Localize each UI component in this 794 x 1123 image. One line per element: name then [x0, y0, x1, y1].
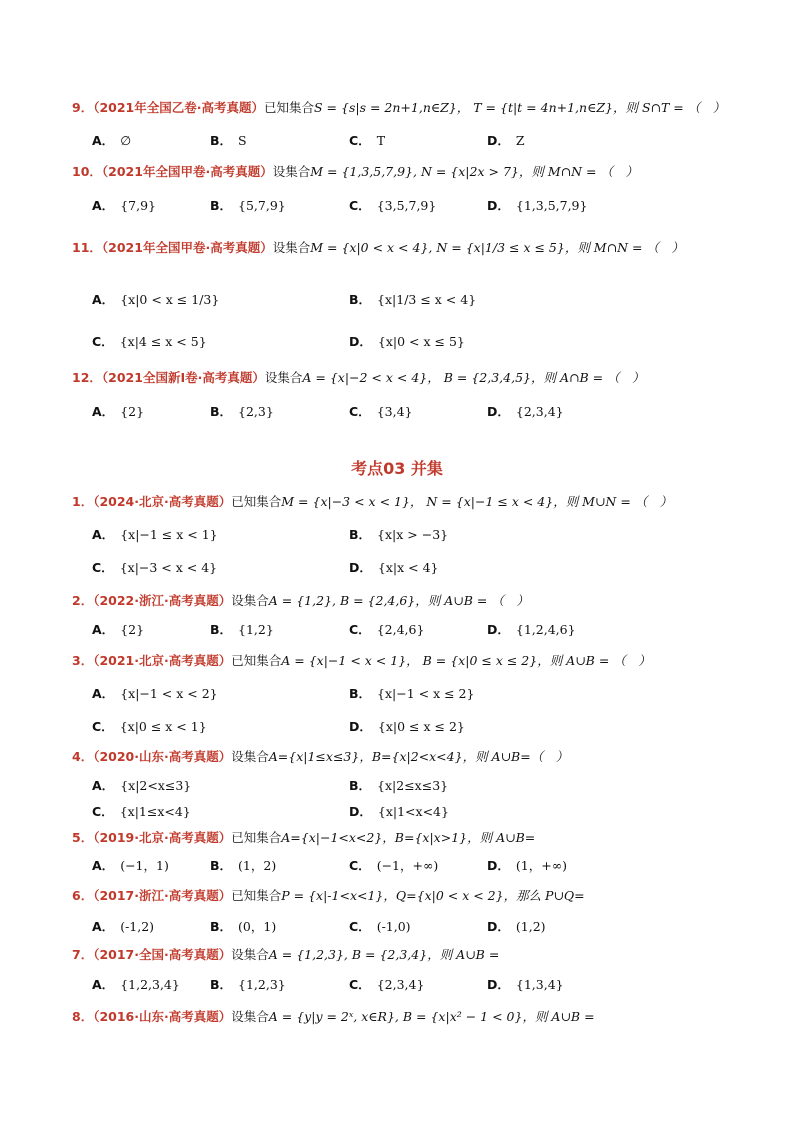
question-stem: 已知集合	[264, 100, 315, 115]
option-d: D． {x|0 < x ≤ 5}	[349, 334, 465, 349]
question-stem: 已知集合	[231, 653, 282, 668]
option-a: A． (-1,2)	[92, 919, 155, 934]
question-stem: 已知集合	[231, 888, 282, 903]
question-number: 5．	[72, 830, 94, 845]
option-a: A． {7,9}	[92, 198, 156, 213]
question-source: （2016·山东·高考真题）	[93, 1009, 232, 1024]
option-c: C． {x|0 ≤ x < 1}	[92, 719, 207, 734]
option-b: B． {1,2,3}	[210, 977, 286, 992]
option-d: D． {2,3,4}	[487, 404, 564, 419]
question-stem: 已知集合	[231, 830, 282, 845]
option-b: B． {x|x > −3}	[349, 527, 449, 542]
union-question-6	[72, 886, 585, 904]
option-d: D． (1，+∞)	[487, 858, 567, 873]
question-number: 2．	[72, 593, 94, 608]
option-c: C． (−1，+∞)	[349, 858, 439, 873]
union-question-1	[72, 492, 672, 510]
question-stem: 设集合	[272, 240, 311, 255]
question-math: A = {x|−2 < x < 4}， B = {2,3,4,5}，则 A∩B = （ ）	[302, 370, 645, 385]
question-10	[72, 162, 638, 180]
question-source: （2017·浙江·高考真题）	[93, 888, 232, 903]
option-b: B． {5,7,9}	[210, 198, 286, 213]
question-number: 4．	[72, 749, 94, 764]
question-number: 8．	[72, 1009, 94, 1024]
question-number: 1．	[72, 494, 94, 509]
option-b: B． (0，1)	[210, 919, 277, 934]
option-b: B． {2,3}	[210, 404, 274, 419]
question-12	[72, 368, 645, 386]
option-c: C． {3,4}	[349, 404, 413, 419]
option-a: A． {2}	[92, 404, 145, 419]
question-number: 12．	[72, 370, 102, 385]
question-11	[72, 238, 684, 256]
question-math: P = {x|-1<x<1}，Q={x|0 < x < 2}，那么 P∪Q=	[281, 888, 585, 903]
union-question-8	[72, 1007, 595, 1025]
option-c: C． T	[349, 133, 386, 148]
option-a: A． ∅	[92, 133, 132, 148]
option-a: A． {x|2<x≤3}	[92, 778, 192, 793]
section-title: 考点03 并集	[351, 459, 443, 478]
option-c: C． (-1,0)	[349, 919, 411, 934]
option-b: B． {x|1/3 ≤ x < 4}	[349, 292, 477, 307]
question-source: （2021年全国乙卷·高考真题）	[93, 100, 264, 115]
question-number: 10．	[72, 164, 102, 179]
option-d: D． {x|0 ≤ x ≤ 2}	[349, 719, 465, 734]
question-math: A = {x|−1 < x < 1}， B = {x|0 ≤ x ≤ 2}，则 A∪B = （ ）	[281, 653, 651, 668]
question-9	[72, 98, 725, 116]
question-source: （2019·北京·高考真题）	[93, 830, 232, 845]
option-a: A． {x|−1 < x < 2}	[92, 686, 218, 701]
option-a: A． {1,2,3,4}	[92, 977, 180, 992]
option-b: B． {x|−1 < x ≤ 2}	[349, 686, 475, 701]
option-b: B． {1,2}	[210, 622, 274, 637]
question-math: M = {1,3,5,7,9}, N = {x|2x > 7}，则 M∩N = （ ）	[310, 164, 638, 179]
question-source: （2021·北京·高考真题）	[93, 653, 232, 668]
option-c: C． {2,4,6}	[349, 622, 425, 637]
question-math: A = {y|y = 2ˣ, x∈R}, B = {x|x² − 1 < 0}，则 A∪B =	[268, 1009, 595, 1024]
question-source: （2021全国新Ⅰ卷·高考真题）	[101, 370, 265, 385]
option-b: B． S	[210, 133, 247, 148]
question-stem: 设集合	[264, 370, 303, 385]
question-source: （2022·浙江·高考真题）	[93, 593, 232, 608]
question-source: （2020·山东·高考真题）	[93, 749, 232, 764]
question-source: （2017·全国·高考真题）	[93, 947, 232, 962]
option-c: C． {x|−3 < x < 4}	[92, 560, 218, 575]
question-math: M = {x|−3 < x < 1}， N = {x|−1 ≤ x < 4}，则 M∪N = （ ）	[281, 494, 673, 509]
union-question-3	[72, 651, 651, 669]
option-b: B． (1，2)	[210, 858, 277, 873]
question-stem: 设集合	[231, 593, 269, 608]
question-stem: 已知集合	[231, 494, 282, 509]
option-d: D． {1,3,5,7,9}	[487, 198, 588, 213]
option-a: A． {x|0 < x ≤ 1/3}	[92, 292, 220, 307]
option-d: D． {1,2,4,6}	[487, 622, 576, 637]
option-d: D． {x|x < 4}	[349, 560, 439, 575]
option-c: C． {x|4 ≤ x < 5}	[92, 334, 207, 349]
option-c: C． {2,3,4}	[349, 977, 425, 992]
union-question-5	[72, 828, 535, 846]
question-number: 6．	[72, 888, 94, 903]
question-math: A={x|−1<x<2}，B={x|x>1}，则 A∪B=	[281, 830, 536, 845]
union-question-2	[72, 591, 529, 609]
question-source: （2021年全国甲卷·高考真题）	[101, 240, 273, 255]
option-d: D． Z	[487, 133, 525, 148]
option-a: A． (−1，1)	[92, 858, 169, 873]
option-c: C． {3,5,7,9}	[349, 198, 437, 213]
option-b: B． {x|2≤x≤3}	[349, 778, 449, 793]
question-math: S = {s|s = 2n+1,n∈Z}， T = {t|t = 4n+1,n∈Z}，则 S∩T = （ ）	[314, 100, 726, 115]
option-d: D． (1,2)	[487, 919, 546, 934]
option-d: D． {1,3,4}	[487, 977, 564, 992]
question-number: 11．	[72, 240, 102, 255]
option-a: A． {x|−1 ≤ x < 1}	[92, 527, 218, 542]
question-stem: 设集合	[231, 1009, 269, 1024]
question-stem: 设集合	[231, 947, 269, 962]
question-number: 3．	[72, 653, 94, 668]
question-source: （2024·北京·高考真题）	[93, 494, 232, 509]
question-math: A = {1,2,3}, B = {2,3,4}，则 A∪B =	[268, 947, 500, 962]
question-source: （2021年全国甲卷·高考真题）	[101, 164, 273, 179]
question-number: 9．	[72, 100, 94, 115]
option-a: A． {2}	[92, 622, 145, 637]
question-math: M = {x|0 < x < 4}, N = {x|1/3 ≤ x ≤ 5}，则 M∩N = （ ）	[310, 240, 684, 255]
question-number: 7．	[72, 947, 94, 962]
option-d: D． {x|1<x<4}	[349, 804, 449, 819]
union-question-4	[72, 747, 568, 765]
question-stem: 设集合	[272, 164, 311, 179]
option-c: C． {x|1≤x<4}	[92, 804, 191, 819]
union-question-7	[72, 945, 499, 963]
question-math: A = {1,2}, B = {2,4,6}，则 A∪B = （ ）	[268, 593, 529, 608]
question-math: A={x|1≤x≤3}，B={x|2<x<4}，则 A∪B=（ ）	[268, 749, 569, 764]
question-stem: 设集合	[231, 749, 269, 764]
